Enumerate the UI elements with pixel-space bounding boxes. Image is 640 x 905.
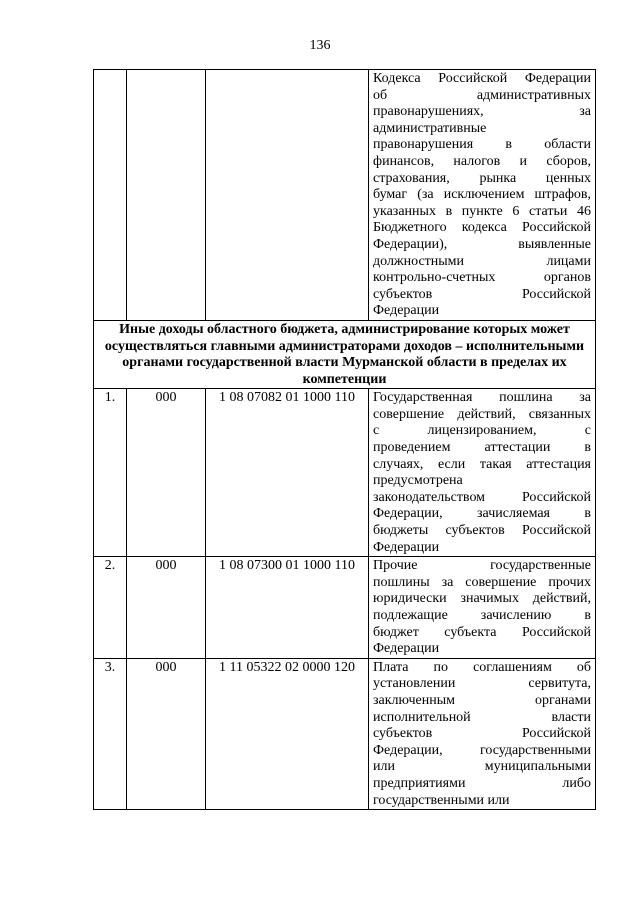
description-line: совершение действий, связанных (373, 406, 591, 422)
table-row (94, 557, 596, 659)
description-line: Плата по соглашениям об (373, 659, 591, 675)
description-line: Федерации, государственными (373, 742, 591, 758)
description-line: законодательством Российской (373, 489, 591, 505)
description-line: установлении сервитута, (373, 676, 591, 692)
description-line: Кодекса Российской Федерации (373, 71, 591, 86)
description-line: Федерации), выявленные (373, 236, 591, 252)
cell-num: 3. (94, 658, 127, 809)
description-line: подлежащие зачислению в (373, 608, 591, 623)
cell-code: 1 08 07300 01 1000 110 (206, 557, 369, 659)
description-line: Прочие государственные (373, 558, 591, 574)
description-line: бумаг (за исключением штрафов, (373, 187, 591, 203)
description-line: предусмотрена (373, 473, 463, 489)
description-line: Федерации (373, 303, 440, 319)
cell-admin: 000 (127, 557, 206, 659)
cell-code: 1 08 07082 01 1000 110 (206, 389, 369, 557)
description-line: контрольно-счетных органов (373, 270, 591, 286)
description-line: об административных (373, 87, 591, 103)
cell-description (369, 389, 596, 557)
cell-num: 1. (94, 389, 127, 557)
description-line: случаях, если такая аттестация (373, 456, 591, 472)
description-line: бюджеты субъектов Российской (373, 523, 591, 539)
table-row (94, 389, 596, 557)
description-line: заключенным органами (373, 692, 591, 708)
cell-admin: 000 (127, 389, 206, 557)
description-line: субъектов Российской (373, 726, 591, 742)
cell-description (369, 557, 596, 659)
cell-num (94, 70, 127, 321)
description-line: правонарушениях, за (373, 104, 591, 120)
description-line: административные (373, 120, 487, 136)
description-line: Государственная пошлина за (373, 390, 591, 406)
cell-admin: 000 (127, 658, 206, 809)
cell-num: 2. (94, 557, 127, 659)
cell-admin (127, 70, 206, 321)
cell-description (369, 658, 596, 809)
description-line: Федерации, зачисляемая в (373, 506, 591, 522)
description-line: должностными лицами (373, 253, 591, 269)
description-line: государственными или (373, 792, 510, 808)
cell-description (369, 70, 596, 321)
section-header: Иные доходы областного бюджета, администрирование которых может осуществляться главными администраторами доходов – исполнительными органами государственной власти Мурманской области в пределах их компетенции (94, 320, 596, 388)
description-line: исполнительной власти (373, 709, 591, 725)
description-line: указанных в пункте 6 статьи 46 (373, 203, 591, 219)
section-header-row (94, 320, 596, 388)
description-line: бюджет субъекта Российской (373, 624, 591, 640)
table-row (94, 658, 596, 809)
description-line: проведением аттестации в (373, 440, 591, 456)
cell-code (206, 70, 369, 321)
description-line: юридически значимых действий, (373, 591, 591, 607)
description-line: Бюджетного кодекса Российской (373, 220, 591, 236)
description-line: предприятиями либо (373, 775, 591, 791)
description-line: пошлины за совершение прочих (373, 574, 591, 590)
description-line: субъектов Российской (373, 286, 591, 302)
description-line: финансов, налогов и сборов, (373, 153, 591, 169)
description-line: или муниципальными (373, 759, 591, 775)
description-line: Федерации (373, 641, 440, 657)
page-number: 136 (309, 38, 331, 53)
description-line: с лицензированием, с (373, 423, 591, 439)
description-line: правонарушения в области (373, 137, 591, 153)
table-row-continued (94, 70, 596, 321)
description-line: страхования, рынка ценных (373, 170, 591, 186)
description-line: Федерации (373, 539, 440, 555)
cell-code: 1 11 05322 02 0000 120 (206, 658, 369, 809)
revenue-table (93, 69, 596, 810)
